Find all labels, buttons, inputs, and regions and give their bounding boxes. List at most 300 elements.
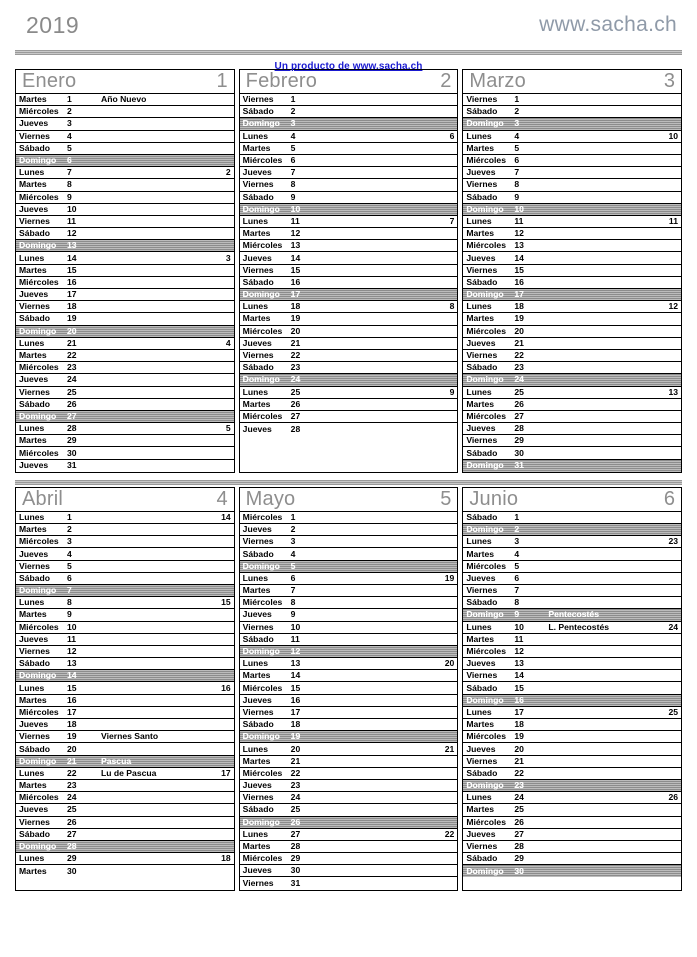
day-row[interactable] <box>240 524 458 536</box>
day-number: 21 <box>290 755 301 766</box>
day-row[interactable] <box>240 143 458 155</box>
day-number: 24 <box>290 792 301 803</box>
day-number: 10 <box>67 203 77 214</box>
day-row[interactable] <box>463 512 681 524</box>
day-name: Martes <box>242 398 271 409</box>
day-row[interactable] <box>16 143 234 155</box>
day-number: 7 <box>514 167 520 178</box>
quarter-gap <box>0 891 697 898</box>
day-row[interactable] <box>463 313 681 325</box>
day-row[interactable] <box>240 743 458 755</box>
day-name: Miércoles <box>242 511 283 522</box>
day-row[interactable] <box>16 387 234 399</box>
day-number: 4 <box>67 130 72 141</box>
day-row[interactable] <box>463 634 681 646</box>
day-row[interactable] <box>16 719 234 731</box>
day-name: Lunes <box>466 130 492 141</box>
day-row[interactable] <box>240 670 458 682</box>
day-row[interactable] <box>240 216 458 228</box>
day-number: 24 <box>290 374 301 385</box>
day-row[interactable] <box>463 131 681 143</box>
day-name: Domingo <box>242 203 280 214</box>
day-number: 9 <box>67 609 72 620</box>
day-number: 10 <box>290 203 301 214</box>
day-row[interactable] <box>240 585 458 597</box>
month-number: 2 <box>440 70 452 92</box>
day-row[interactable] <box>16 167 234 179</box>
day-row[interactable] <box>240 301 458 313</box>
day-row[interactable] <box>463 411 681 423</box>
day-number: 23 <box>514 362 524 373</box>
day-number: 28 <box>67 423 77 434</box>
day-row[interactable] <box>16 853 234 865</box>
day-row[interactable] <box>16 277 234 289</box>
day-number: 5 <box>290 142 296 153</box>
day-row[interactable] <box>16 447 234 459</box>
day-number: 27 <box>514 410 524 421</box>
day-row[interactable] <box>463 731 681 743</box>
week-number: 25 <box>668 706 679 717</box>
day-row[interactable] <box>463 460 681 472</box>
day-row[interactable] <box>240 423 458 435</box>
day-number: 17 <box>290 289 301 300</box>
day-row[interactable] <box>16 622 234 634</box>
day-row[interactable] <box>463 94 681 106</box>
day-row[interactable] <box>240 609 458 621</box>
day-row[interactable] <box>16 817 234 829</box>
day-row[interactable] <box>16 179 234 191</box>
day-row[interactable] <box>240 646 458 658</box>
day-row[interactable] <box>16 658 234 670</box>
day-row[interactable] <box>16 682 234 694</box>
day-row[interactable] <box>463 277 681 289</box>
day-number: 29 <box>514 853 524 864</box>
day-row[interactable] <box>463 646 681 658</box>
day-row[interactable] <box>463 792 681 804</box>
day-name: Lunes <box>19 423 45 434</box>
day-row[interactable] <box>463 743 681 755</box>
day-row[interactable] <box>240 338 458 350</box>
day-name: Miércoles <box>242 767 283 778</box>
day-row[interactable] <box>240 131 458 143</box>
day-name: Jueves <box>466 658 496 669</box>
week-number: 18 <box>221 853 231 864</box>
day-row[interactable] <box>463 841 681 853</box>
day-number: 18 <box>514 719 524 730</box>
week-number: 6 <box>449 130 455 141</box>
day-row[interactable] <box>16 707 234 719</box>
day-row[interactable] <box>16 313 234 325</box>
day-row[interactable] <box>240 240 458 252</box>
month-number: 4 <box>216 487 228 510</box>
day-row[interactable] <box>16 289 234 301</box>
day-row[interactable] <box>16 326 234 338</box>
day-row[interactable] <box>16 561 234 573</box>
day-row[interactable] <box>16 829 234 841</box>
day-row[interactable] <box>463 682 681 694</box>
day-name: Miércoles <box>242 410 283 421</box>
day-row[interactable] <box>463 707 681 719</box>
day-name: Martes <box>19 435 47 446</box>
day-row[interactable] <box>16 460 234 472</box>
day-row[interactable] <box>16 841 234 853</box>
day-row[interactable] <box>463 118 681 130</box>
day-row[interactable] <box>463 853 681 865</box>
day-row[interactable] <box>463 374 681 386</box>
day-row[interactable] <box>240 877 458 889</box>
day-row[interactable] <box>240 597 458 609</box>
day-row[interactable] <box>16 548 234 560</box>
day-row[interactable] <box>16 216 234 228</box>
day-row[interactable] <box>463 756 681 768</box>
day-row[interactable] <box>463 609 681 621</box>
day-name: Sábado <box>19 228 51 239</box>
day-row[interactable] <box>240 719 458 731</box>
week-number: 14 <box>221 511 231 522</box>
day-row[interactable] <box>16 131 234 143</box>
day-row[interactable] <box>463 192 681 204</box>
day-row[interactable] <box>16 252 234 264</box>
day-row[interactable] <box>240 817 458 829</box>
day-row[interactable] <box>16 106 234 118</box>
day-row[interactable] <box>463 387 681 399</box>
day-row[interactable] <box>240 658 458 670</box>
day-number: 11 <box>290 633 300 644</box>
day-name: Miércoles <box>242 240 283 251</box>
day-name: Lunes <box>19 767 45 778</box>
day-row[interactable] <box>463 228 681 240</box>
month-title <box>463 488 681 512</box>
day-row[interactable] <box>16 695 234 707</box>
day-row[interactable] <box>463 252 681 264</box>
day-number: 12 <box>290 228 301 239</box>
month-card-mayo <box>239 487 459 891</box>
day-number: 25 <box>290 386 301 397</box>
day-row[interactable] <box>240 731 458 743</box>
day-name: Sábado <box>466 362 498 373</box>
day-number: 2 <box>67 524 72 535</box>
day-row[interactable] <box>463 265 681 277</box>
day-row[interactable] <box>240 106 458 118</box>
day-row[interactable] <box>463 240 681 252</box>
day-name: Viernes <box>19 816 50 827</box>
holiday-label: Pascua <box>101 755 132 766</box>
day-row[interactable] <box>240 167 458 179</box>
day-row[interactable] <box>240 192 458 204</box>
day-number: 28 <box>290 423 301 434</box>
day-name: Lunes <box>466 301 492 312</box>
day-row[interactable] <box>240 756 458 768</box>
day-name: Sábado <box>466 682 498 693</box>
day-name: Domingo <box>242 560 280 571</box>
day-number: 20 <box>514 325 524 336</box>
day-row[interactable] <box>16 792 234 804</box>
day-row[interactable] <box>240 707 458 719</box>
site-url-label: www.sacha.ch <box>539 13 677 36</box>
day-row[interactable] <box>463 524 681 536</box>
day-number: 6 <box>67 572 72 583</box>
day-name: Domingo <box>242 374 280 385</box>
day-name: Domingo <box>242 816 280 827</box>
day-name: Jueves <box>466 337 496 348</box>
day-row[interactable] <box>16 512 234 524</box>
day-row[interactable] <box>240 313 458 325</box>
day-row[interactable] <box>240 561 458 573</box>
day-row[interactable] <box>16 435 234 447</box>
day-row[interactable] <box>463 585 681 597</box>
day-row[interactable] <box>16 536 234 548</box>
day-row[interactable] <box>240 326 458 338</box>
day-row[interactable] <box>16 350 234 362</box>
day-number: 6 <box>290 572 296 583</box>
page-header <box>0 0 697 50</box>
day-row[interactable] <box>16 301 234 313</box>
day-row[interactable] <box>16 94 234 106</box>
day-row[interactable] <box>16 731 234 743</box>
day-row[interactable] <box>240 853 458 865</box>
day-name: Lunes <box>242 658 268 669</box>
day-name: Domingo <box>19 410 57 421</box>
day-row[interactable] <box>240 228 458 240</box>
day-number: 11 <box>514 215 524 226</box>
day-row[interactable] <box>240 94 458 106</box>
day-number: 15 <box>290 264 301 275</box>
day-row[interactable] <box>240 804 458 816</box>
day-name: Martes <box>242 755 271 766</box>
day-row[interactable] <box>463 536 681 548</box>
day-row[interactable] <box>463 350 681 362</box>
day-number: 17 <box>67 706 77 717</box>
day-name: Sábado <box>466 191 498 202</box>
day-row[interactable] <box>240 682 458 694</box>
day-number: 3 <box>290 118 296 129</box>
day-row[interactable] <box>463 865 681 877</box>
day-number: 16 <box>67 276 77 287</box>
day-row[interactable] <box>240 536 458 548</box>
day-row[interactable] <box>16 670 234 682</box>
day-name: Domingo <box>466 460 504 471</box>
day-number: 13 <box>290 658 301 669</box>
day-row[interactable] <box>16 411 234 423</box>
day-row[interactable] <box>240 792 458 804</box>
week-number: 24 <box>668 621 679 632</box>
day-row[interactable] <box>16 362 234 374</box>
day-row[interactable] <box>16 240 234 252</box>
day-name: Domingo <box>19 755 57 766</box>
day-row[interactable] <box>240 204 458 216</box>
day-row[interactable] <box>240 411 458 423</box>
day-row[interactable] <box>463 435 681 447</box>
day-row[interactable] <box>240 780 458 792</box>
day-number: 14 <box>290 670 301 681</box>
day-name: Miércoles <box>466 155 506 166</box>
day-row[interactable] <box>463 216 681 228</box>
day-name: Sábado <box>466 106 498 117</box>
day-number: 17 <box>67 289 77 300</box>
day-row[interactable] <box>16 265 234 277</box>
day-name: Martes <box>19 865 47 876</box>
day-row[interactable] <box>240 841 458 853</box>
day-row[interactable] <box>463 423 681 435</box>
day-row[interactable] <box>240 362 458 374</box>
day-row[interactable] <box>240 865 458 877</box>
day-name: Domingo <box>19 240 57 251</box>
day-name: Martes <box>19 694 47 705</box>
day-row[interactable] <box>240 695 458 707</box>
day-row[interactable] <box>463 204 681 216</box>
day-row[interactable] <box>16 423 234 435</box>
day-row[interactable] <box>240 289 458 301</box>
day-row[interactable] <box>16 743 234 755</box>
day-row[interactable] <box>463 338 681 350</box>
day-row[interactable] <box>240 768 458 780</box>
day-row[interactable] <box>463 106 681 118</box>
day-row[interactable] <box>463 695 681 707</box>
day-row[interactable] <box>16 204 234 216</box>
month-number: 5 <box>440 487 452 510</box>
day-row[interactable] <box>16 768 234 780</box>
day-row[interactable] <box>16 585 234 597</box>
sacha-product-link[interactable]: Un producto de www.sacha.ch <box>274 61 423 72</box>
day-row[interactable] <box>240 622 458 634</box>
day-row[interactable] <box>16 804 234 816</box>
day-name: Miércoles <box>19 447 59 458</box>
week-number: 5 <box>225 423 231 434</box>
day-row[interactable] <box>16 597 234 609</box>
day-name: Sábado <box>466 447 498 458</box>
day-name: Viernes <box>19 215 50 226</box>
day-row[interactable] <box>463 167 681 179</box>
day-number: 20 <box>290 325 301 336</box>
day-row[interactable] <box>240 350 458 362</box>
day-row[interactable] <box>463 670 681 682</box>
day-row[interactable] <box>463 573 681 585</box>
day-row[interactable] <box>463 179 681 191</box>
day-name: Sábado <box>242 106 274 117</box>
day-row[interactable] <box>240 374 458 386</box>
day-number: 13 <box>67 240 77 251</box>
day-row[interactable] <box>463 780 681 792</box>
day-row[interactable] <box>463 326 681 338</box>
day-name: Lunes <box>242 828 268 839</box>
day-row[interactable] <box>240 252 458 264</box>
day-number: 6 <box>514 155 520 166</box>
day-row[interactable] <box>240 548 458 560</box>
day-row[interactable] <box>240 399 458 411</box>
day-name: Viernes <box>466 585 498 596</box>
day-number: 15 <box>514 264 524 275</box>
day-row[interactable] <box>16 780 234 792</box>
day-name: Sábado <box>19 743 51 754</box>
day-name: Domingo <box>242 646 280 656</box>
day-name: Jueves <box>242 694 272 705</box>
day-row[interactable] <box>240 512 458 524</box>
day-row[interactable] <box>463 817 681 829</box>
day-row[interactable] <box>463 829 681 841</box>
day-name: Miércoles <box>19 362 59 373</box>
month-title <box>240 488 458 512</box>
day-name: Martes <box>242 313 271 324</box>
day-row[interactable] <box>16 756 234 768</box>
day-row[interactable] <box>16 192 234 204</box>
day-row[interactable] <box>240 829 458 841</box>
day-row[interactable] <box>240 277 458 289</box>
day-number: 16 <box>514 694 524 705</box>
day-row[interactable] <box>463 548 681 560</box>
day-row[interactable] <box>16 634 234 646</box>
day-row[interactable] <box>16 399 234 411</box>
day-row[interactable] <box>463 597 681 609</box>
day-number: 2 <box>514 524 520 535</box>
day-row[interactable] <box>240 573 458 585</box>
day-row[interactable] <box>463 768 681 780</box>
day-number: 19 <box>290 731 301 742</box>
day-row[interactable] <box>16 524 234 536</box>
week-number: 11 <box>668 215 679 226</box>
day-name: Viernes <box>466 755 498 766</box>
day-number: 24 <box>514 792 524 803</box>
day-row[interactable] <box>240 155 458 167</box>
day-row[interactable] <box>16 118 234 130</box>
day-row[interactable] <box>463 804 681 816</box>
day-row[interactable] <box>240 387 458 399</box>
day-number: 26 <box>290 816 301 827</box>
day-row[interactable] <box>240 179 458 191</box>
day-row[interactable] <box>16 155 234 167</box>
day-name: Martes <box>466 719 495 730</box>
day-number: 7 <box>67 585 72 596</box>
day-row[interactable] <box>16 573 234 585</box>
day-number: 18 <box>67 301 77 312</box>
day-name: Viernes <box>19 560 50 571</box>
day-row[interactable] <box>16 865 234 877</box>
day-name: Sábado <box>242 276 274 287</box>
day-name: Domingo <box>466 203 504 214</box>
day-number: 3 <box>514 536 520 547</box>
day-name: Martes <box>466 142 495 153</box>
day-row[interactable] <box>463 447 681 459</box>
day-row[interactable] <box>463 719 681 731</box>
day-row[interactable] <box>463 289 681 301</box>
day-row[interactable] <box>16 374 234 386</box>
day-name: Viernes <box>19 646 50 656</box>
month-name: Mayo <box>245 487 296 510</box>
day-row[interactable] <box>463 622 681 634</box>
day-name: Domingo <box>466 289 504 300</box>
day-row[interactable] <box>16 338 234 350</box>
day-row[interactable] <box>240 118 458 130</box>
day-number: 5 <box>514 142 520 153</box>
day-row[interactable] <box>463 301 681 313</box>
day-row[interactable] <box>463 362 681 374</box>
day-row[interactable] <box>463 399 681 411</box>
day-number: 2 <box>290 106 296 117</box>
day-row[interactable] <box>463 143 681 155</box>
day-row[interactable] <box>16 646 234 658</box>
day-name: Domingo <box>19 585 57 596</box>
day-row[interactable] <box>16 228 234 240</box>
day-row[interactable] <box>16 609 234 621</box>
day-row[interactable] <box>463 658 681 670</box>
day-row[interactable] <box>240 634 458 646</box>
day-row[interactable] <box>463 155 681 167</box>
day-row[interactable] <box>463 561 681 573</box>
day-name: Miércoles <box>466 731 506 742</box>
day-name: Domingo <box>19 670 57 681</box>
day-name: Sábado <box>19 313 51 324</box>
day-number: 25 <box>67 386 77 397</box>
day-row[interactable] <box>240 265 458 277</box>
